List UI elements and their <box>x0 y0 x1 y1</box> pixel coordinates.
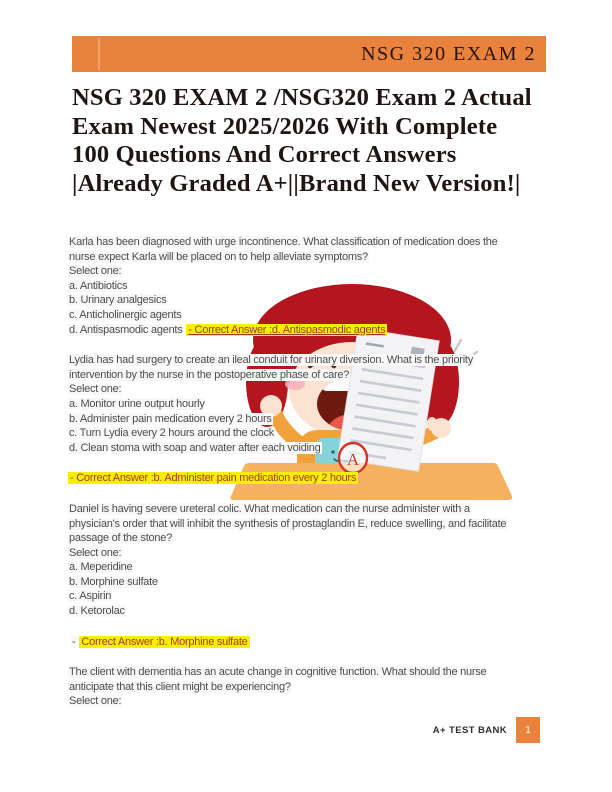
answer-option: d. Antispasmodic agents - Correct Answer :d. Antispasmodic agents <box>69 323 386 336</box>
question-stem-line: nurse expect Karla will be placed on to help alleviate symptoms? <box>69 250 368 263</box>
question-list <box>68 235 547 709</box>
question-block <box>68 665 547 709</box>
answer-option: d. Ketorolac <box>69 605 125 618</box>
answer-option: c. Aspirin <box>69 590 112 603</box>
brand-label: A+ TEST BANK <box>432 724 507 736</box>
grade-letter: A <box>346 450 360 469</box>
question-stem-line: Karla has been diagnosed with urge incontinence. What classification of medication does the <box>69 236 498 248</box>
question-stem-line: Daniel is having severe ureteral colic. What medication can the nurse administer with a <box>69 502 470 515</box>
page-footer <box>433 717 540 743</box>
spacer <box>68 455 547 471</box>
header-accent-line <box>98 38 100 70</box>
correct-answer-highlight: Correct Answer :b. Morphine sulfate <box>81 635 248 648</box>
select-one-label: Select one: <box>69 265 122 278</box>
page-title-line: 100 Questions And Correct Answers <box>72 141 457 168</box>
question-stem-line: Lydia has had surgery to create an ileal conduit for urinary diversion. What is the priority <box>69 354 473 367</box>
answer-dash: - <box>72 635 76 648</box>
answer-option: c. Turn Lydia every 2 hours around the clock <box>69 427 275 440</box>
answer-option: a. Meperidine <box>69 561 133 574</box>
question-stem-line: The client with dementia has an acute change in cognitive function. What should the nurse <box>69 666 487 679</box>
answer-option: a. Monitor urine output hourly <box>69 397 205 410</box>
spacer <box>68 649 547 665</box>
page-title-line: |Already Graded A+||Brand New Version!| <box>72 169 521 197</box>
answer-option: a. Antibiotics <box>69 279 128 292</box>
question-stem-line: passage of the stone? <box>69 532 172 545</box>
answer-option: c. Anticholinergic agents <box>69 308 182 321</box>
question-block <box>68 502 547 619</box>
spacer <box>68 337 547 353</box>
question-stem-line: physician's order that will inhibit the synthesis of prostaglandin E, reduce swelling, and facilitate <box>69 517 507 530</box>
correct-answer-line <box>68 471 547 486</box>
spacer <box>68 486 547 502</box>
select-one-label: Select one: <box>69 383 122 396</box>
question-stem-line: anticipate that this client might be experiencing? <box>69 680 291 693</box>
correct-answer-highlight: - Correct Answer :d. Antispasmodic agents <box>188 323 386 336</box>
answer-option: b. Administer pain medication every 2 hours <box>69 412 272 425</box>
page-title-line: NSG 320 EXAM 2 /NSG320 Exam 2 Actual <box>72 84 532 111</box>
question-stem-line: intervention by the nurse in the postoperative phase of care? <box>69 368 350 381</box>
answer-option: b. Morphine sulfate <box>69 575 158 588</box>
header-title: NSG 320 EXAM 2 <box>361 43 536 65</box>
correct-answer-line <box>68 635 547 650</box>
header-bar <box>72 36 546 72</box>
page-title <box>72 84 552 198</box>
page-title-line: Exam Newest 2025/2026 With Complete <box>72 112 498 140</box>
select-one-label: Select one: <box>69 695 122 708</box>
page-number-badge: 1 <box>516 717 540 743</box>
question-block <box>68 235 547 337</box>
select-one-label: Select one: <box>69 546 122 559</box>
answer-option: b. Urinary analgesics <box>69 294 167 307</box>
spacer <box>68 619 547 635</box>
correct-answer-highlight: - Correct Answer :b. Administer pain medication every 2 hours <box>70 472 357 485</box>
question-block <box>68 353 547 455</box>
answer-option: d. Clean stoma with soap and water after each voiding <box>69 441 321 454</box>
